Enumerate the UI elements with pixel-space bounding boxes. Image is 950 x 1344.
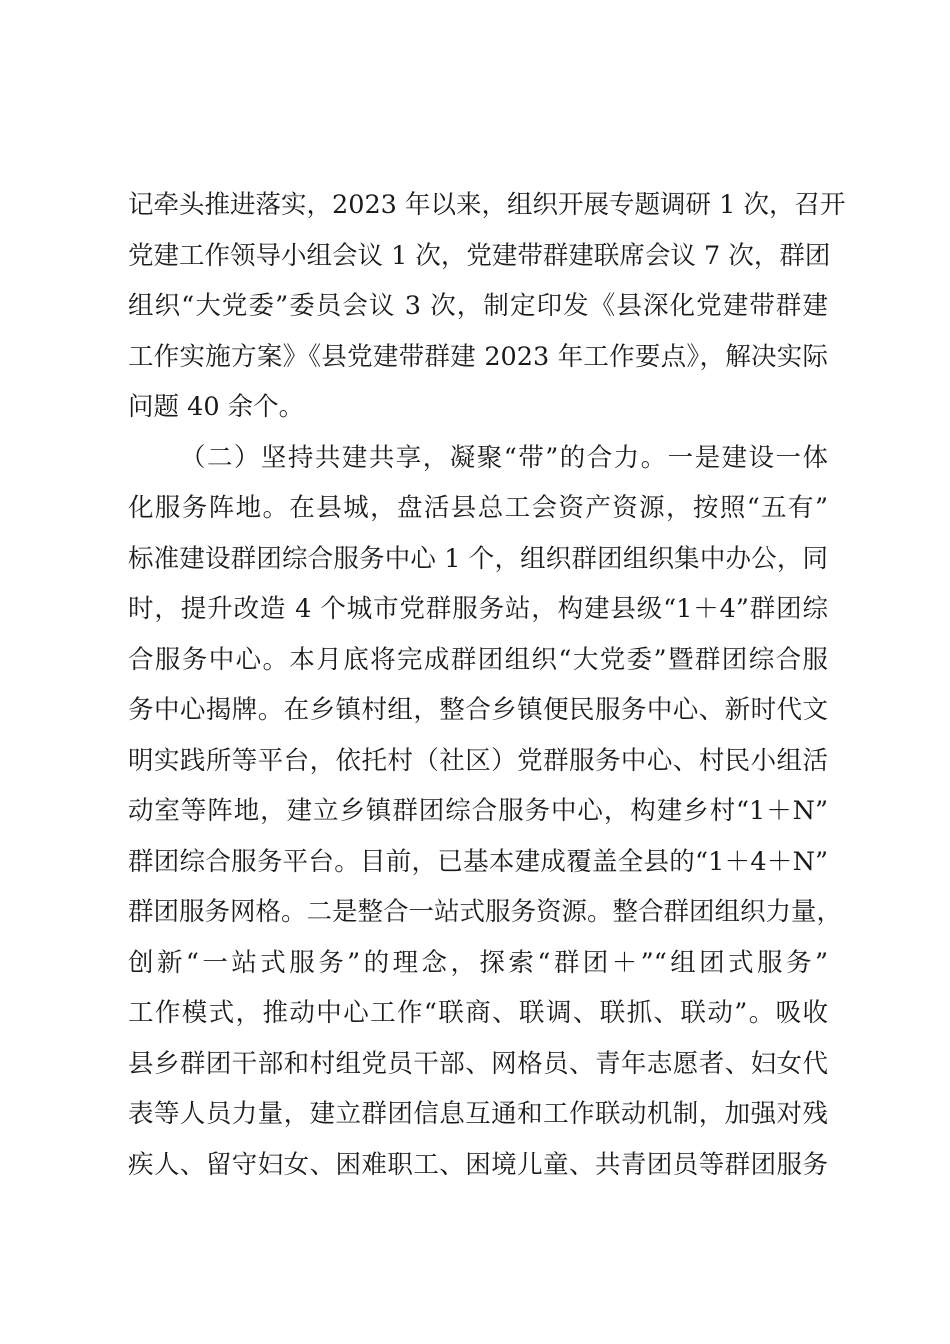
text-line: 党建工作领导小组会议 1 次，党建带群建联席会议 7 次，群团 [128, 240, 831, 271]
text-line: 合服务中心。本月底将完成群团组织“大党委”暨群团综合服 [128, 644, 828, 675]
text-line: 务中心揭牌。在乡镇村组，整合乡镇便民服务中心、新时代文 [128, 695, 828, 725]
text-line: 时，提升改造 4 个城市党群服务站，构建县级“1＋4”群团综 [128, 594, 828, 624]
text-line: 化服务阵地。在县城，盘活县总工会资产资源，按照“五有” [128, 493, 828, 523]
text-line: 标准建设群团综合服务中心 1 个，组织群团组织集中办公，同 [128, 543, 828, 574]
text-line: 工作模式，推动中心工作“联商、联调、联抓、联动”。吸收 [128, 998, 828, 1028]
text-line: （二）坚持共建共享，凝聚“带”的合力。一是建设一体 [180, 442, 828, 473]
text-line: 县乡群团干部和村组党员干部、网格员、青年志愿者、妇女代 [128, 1048, 828, 1079]
text-line: 疾人、留守妇女、困难职工、困境儿童、共青团员等群团服务 [128, 1149, 828, 1180]
text-line: 群团综合服务平台。目前，已基本建成覆盖全县的“1＋4＋N” [128, 846, 828, 877]
text-line: 记牵头推进落实，2023 年以来，组织开展专题调研 1 次，召开 [128, 190, 846, 220]
text-line: 群团服务网格。二是整合一站式服务资源。整合群团组织力量， [128, 897, 843, 927]
text-line: 表等人员力量，建立群团信息互通和工作联动机制，加强对残 [128, 1099, 828, 1129]
text-line: 明实践所等平台，依托村（社区）党群服务中心、村民小组活 [128, 745, 828, 776]
text-line: 动室等阵地，建立乡镇群团综合服务中心，构建乡村“1＋N” [128, 796, 828, 826]
body-text [128, 180, 846, 1190]
text-line: 问题 40 余个。 [128, 392, 305, 422]
text-line: 组织“大党委”委员会议 3 次，制定印发《县深化党建带群建 [128, 291, 828, 321]
text-line: 工作实施方案》《县党建带群建 2023 年工作要点》，解决实际 [128, 341, 828, 372]
text-line: 创新“一站式服务”的理念，探索“群团＋”“组团式服务” [128, 947, 828, 978]
